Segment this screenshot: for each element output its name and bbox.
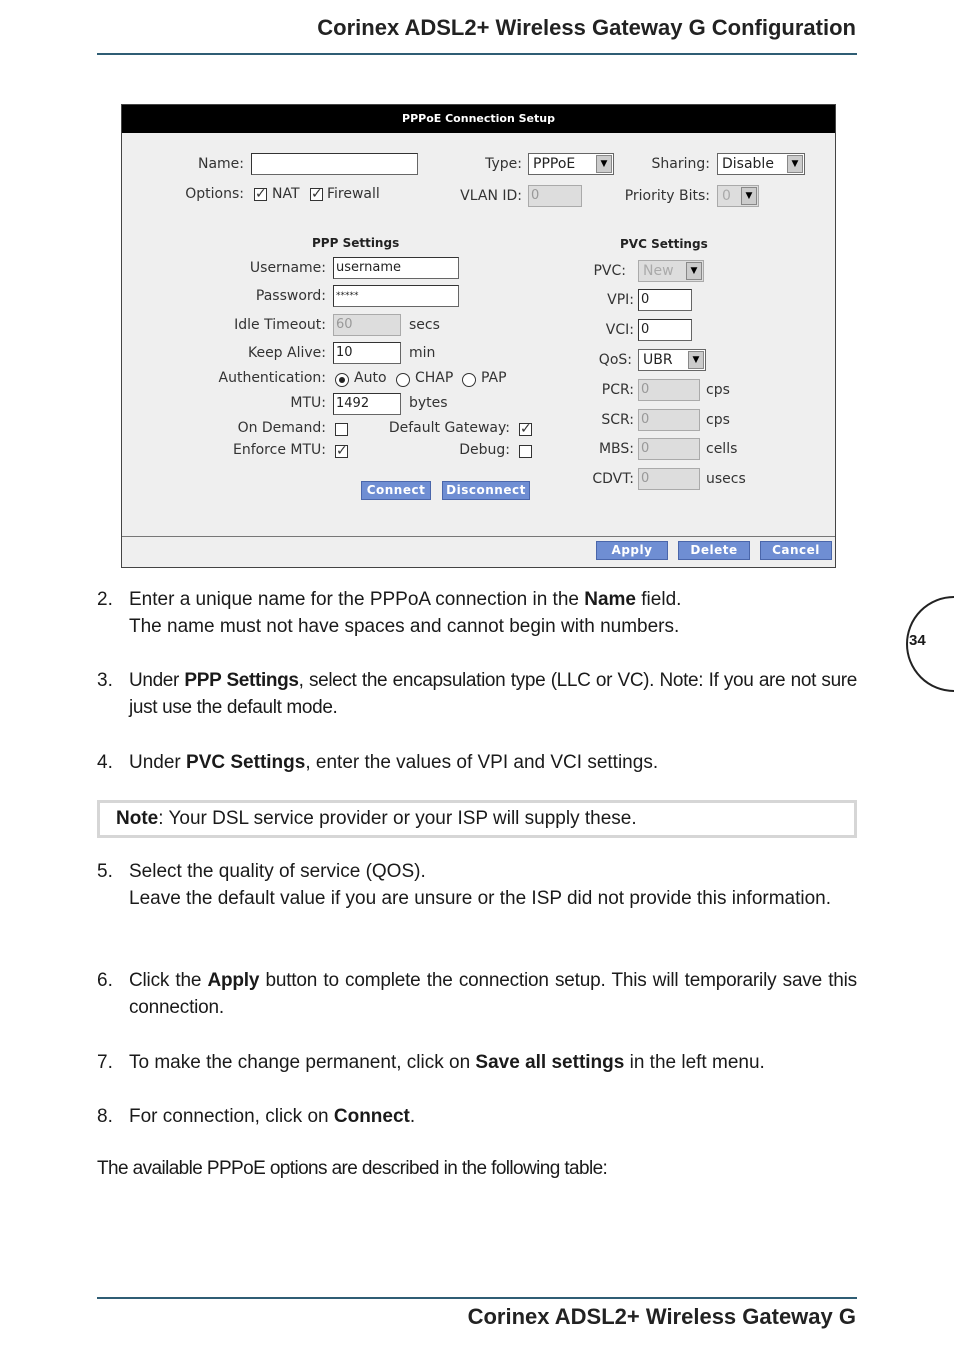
password-label: Password: <box>255 288 326 304</box>
sharing-select-value: Disable <box>722 156 774 172</box>
mtu-label: MTU: <box>290 395 326 411</box>
pcr-unit: cps <box>706 382 730 398</box>
step-bold: PPP Settings <box>184 670 299 691</box>
step-text: in the left menu. <box>624 1052 765 1073</box>
step-bold: Name <box>584 589 636 610</box>
cdvt-label: CDVT: <box>592 471 634 487</box>
step-bold: Save all settings <box>475 1052 625 1073</box>
auth-auto-label: Auto <box>354 370 387 386</box>
scr-unit: cps <box>706 412 730 428</box>
chevron-down-icon: ▼ <box>741 187 757 205</box>
step-text-line2: The name must not have spaces and cannot begin with numbers. <box>129 616 680 637</box>
mbs-input[interactable]: 0 <box>638 438 700 460</box>
mbs-label: MBS: <box>598 441 634 457</box>
keep-alive-input[interactable]: 10 <box>333 342 401 364</box>
qos-select-value: UBR <box>643 352 673 368</box>
on-demand-label: On Demand: <box>237 420 326 436</box>
page-number: 34 <box>909 632 926 649</box>
idle-timeout-label: Idle Timeout: <box>234 317 326 333</box>
step-bold: PVC Settings <box>186 752 306 773</box>
name-label: Name: <box>197 156 244 172</box>
disconnect-button[interactable]: Disconnect <box>442 481 530 500</box>
auth-chap-label: CHAP <box>415 370 454 386</box>
cancel-button[interactable]: Cancel <box>760 541 832 560</box>
header-rule <box>97 53 857 55</box>
priority-bits-label: Priority Bits: <box>624 188 710 204</box>
footer-rule <box>97 1297 857 1299</box>
qos-select[interactable] <box>638 349 706 371</box>
step-2 <box>97 586 857 640</box>
debug-label: Debug: <box>459 442 510 458</box>
note-text: : Your DSL service provider or your ISP will supply these. <box>158 808 637 829</box>
nat-checkbox[interactable]: ✓ <box>255 186 267 202</box>
default-gateway-checkbox[interactable]: ✓ <box>520 421 532 437</box>
note-box <box>97 800 857 838</box>
step-text: button to complete the connection setup. This will temporarily save this connection. <box>129 970 857 1018</box>
footer-title: Corinex ADSL2+ Wireless Gateway G <box>467 1304 856 1329</box>
chevron-down-icon: ▼ <box>686 262 702 280</box>
chevron-down-icon: ▼ <box>787 155 803 173</box>
step-text: , enter the values of VPI and VCI settings. <box>305 752 659 773</box>
step-text: , select the encapsulation type (LLC or VC). Note: If you are not sure just use the default mode. <box>129 670 857 718</box>
pvc-select-value: New <box>643 263 674 279</box>
step-text: Enter a unique name for the PPPoA connection in the <box>129 589 585 610</box>
step-number: 4. <box>97 752 113 773</box>
step-5 <box>97 858 857 912</box>
step-number: 6. <box>97 970 113 991</box>
on-demand-checkbox[interactable] <box>335 423 348 436</box>
step-4 <box>97 749 857 776</box>
step-bold: Apply <box>207 970 260 991</box>
step-text-line2: Leave the default value if you are unsure or the ISP did not provide this information. <box>129 888 832 909</box>
qos-label: QoS: <box>598 352 632 368</box>
vci-input[interactable]: 0 <box>638 319 692 341</box>
idle-timeout-unit: secs <box>409 317 440 333</box>
chevron-down-icon: ▼ <box>688 351 704 369</box>
step-text: Under <box>129 670 185 691</box>
default-gateway-label: Default Gateway: <box>388 420 510 436</box>
type-select[interactable] <box>528 153 614 175</box>
step-text: field. <box>636 589 682 610</box>
connect-button[interactable]: Connect <box>361 481 431 500</box>
pcr-input[interactable]: 0 <box>638 379 700 401</box>
step-bold: Connect <box>333 1106 410 1127</box>
firewall-checkbox[interactable]: ✓ <box>311 186 323 202</box>
mbs-unit: cells <box>706 441 738 457</box>
auth-auto-radio[interactable] <box>335 373 349 387</box>
step-7 <box>97 1049 857 1076</box>
mtu-input[interactable]: 1492 <box>333 393 401 415</box>
step-text: Select the quality of service (QOS). <box>129 861 426 882</box>
authentication-label: Authentication: <box>218 370 326 386</box>
scr-label: SCR: <box>601 412 634 428</box>
step-number: 8. <box>97 1106 113 1127</box>
step-6 <box>97 967 857 1021</box>
step-text: . <box>409 1106 416 1127</box>
apply-button[interactable]: Apply <box>596 541 668 560</box>
step-number: 7. <box>97 1052 113 1073</box>
step-number: 2. <box>97 589 113 610</box>
scr-input[interactable]: 0 <box>638 409 700 431</box>
firewall-label: Firewall <box>327 186 380 202</box>
mtu-unit: bytes <box>409 395 448 411</box>
step-number: 3. <box>97 670 113 691</box>
delete-button[interactable]: Delete <box>678 541 750 560</box>
debug-checkbox[interactable] <box>519 445 532 458</box>
username-label: Username: <box>249 260 326 276</box>
type-label: Type: <box>485 156 522 172</box>
step-8 <box>97 1103 857 1130</box>
keep-alive-label: Keep Alive: <box>247 345 326 361</box>
options-label: Options: <box>185 186 244 202</box>
nat-label: NAT <box>272 186 300 202</box>
note-label: Note <box>116 808 159 829</box>
auth-chap-radio[interactable] <box>396 373 410 387</box>
priority-bits-select[interactable] <box>717 185 759 207</box>
sharing-label: Sharing: <box>651 156 710 172</box>
vpi-label: VPI: <box>607 292 634 308</box>
pppoe-setup-screenshot <box>121 104 836 568</box>
enforce-mtu-checkbox[interactable]: ✓ <box>336 443 348 459</box>
step-text: For connection, click on <box>129 1106 334 1127</box>
username-input[interactable]: username <box>333 257 459 279</box>
idle-timeout-input[interactable]: 60 <box>333 314 401 336</box>
vci-label: VCI: <box>605 322 634 338</box>
router-title: PPPoE Connection Setup <box>122 105 835 133</box>
chevron-down-icon: ▼ <box>596 155 612 173</box>
password-input[interactable]: ***** <box>333 285 459 307</box>
auth-pap-radio[interactable] <box>462 373 476 387</box>
header-title: Corinex ADSL2+ Wireless Gateway G Configuration <box>317 15 856 40</box>
keep-alive-unit: min <box>409 345 436 361</box>
step-text: Click the <box>129 970 208 991</box>
step-3 <box>97 667 857 721</box>
vpi-input[interactable]: 0 <box>638 289 692 311</box>
table-intro: The available PPPoE options are described in the following table: <box>97 1158 608 1179</box>
type-select-value: PPPoE <box>533 156 576 172</box>
priority-bits-value: 0 <box>722 188 731 204</box>
vlan-id-input[interactable]: 0 <box>528 185 582 207</box>
ppp-settings-heading: PPP Settings <box>312 236 400 250</box>
step-text: To make the change permanent, click on <box>129 1052 476 1073</box>
auth-pap-label: PAP <box>481 370 507 386</box>
enforce-mtu-label: Enforce MTU: <box>232 442 326 458</box>
step-number: 5. <box>97 861 113 882</box>
step-text: Under <box>129 752 187 773</box>
vlan-id-label: VLAN ID: <box>460 188 522 204</box>
cdvt-input[interactable]: 0 <box>638 468 700 490</box>
sharing-select[interactable] <box>717 153 805 175</box>
pvc-settings-heading: PVC Settings <box>620 237 708 251</box>
name-input[interactable] <box>251 153 418 175</box>
pvc-label: PVC: <box>593 263 626 279</box>
cdvt-unit: usecs <box>706 471 746 487</box>
pvc-select[interactable] <box>638 260 704 282</box>
pcr-label: PCR: <box>601 382 634 398</box>
